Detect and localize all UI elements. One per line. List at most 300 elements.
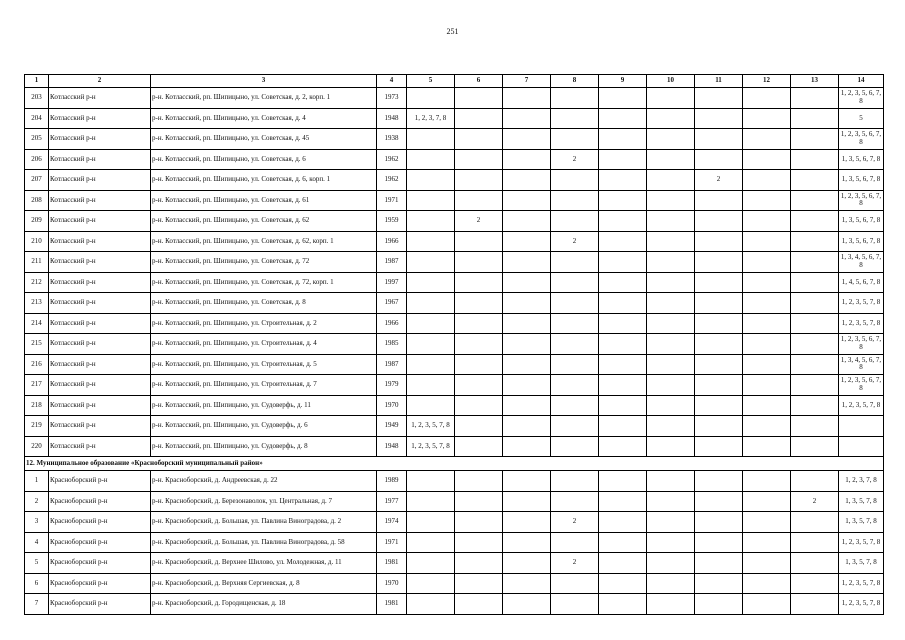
- col11-cell: [695, 416, 743, 437]
- district-cell: Котласский р-н: [49, 313, 151, 334]
- row-number: 208: [25, 190, 49, 211]
- table-header-row: [25, 75, 884, 88]
- address-cell: р-н. Красноборский, д. Березонаволок, ул. Центральная, д. 7: [151, 491, 377, 512]
- col10-cell: [647, 272, 695, 293]
- row-number: 207: [25, 170, 49, 191]
- col10-cell: [647, 211, 695, 232]
- col9-cell: [599, 190, 647, 211]
- col5-cell: [407, 88, 455, 109]
- col14-cell: [839, 416, 884, 437]
- col9-cell: [599, 170, 647, 191]
- year-cell: 1973: [377, 88, 407, 109]
- district-cell: Котласский р-н: [49, 436, 151, 457]
- col8-cell: [551, 334, 599, 355]
- col12-cell: [743, 553, 791, 574]
- column-header: 14: [839, 75, 884, 88]
- col8-cell: 2: [551, 231, 599, 252]
- row-number: 211: [25, 252, 49, 273]
- col14-cell: 5: [839, 108, 884, 129]
- col6-cell: [455, 471, 503, 492]
- col10-cell: [647, 573, 695, 594]
- col7-cell: [503, 334, 551, 355]
- column-header: 2: [49, 75, 151, 88]
- row-number: 209: [25, 211, 49, 232]
- col10-cell: [647, 594, 695, 615]
- column-header: 3: [151, 75, 377, 88]
- col6-cell: [455, 129, 503, 150]
- col13-cell: [791, 313, 839, 334]
- col8-cell: 2: [551, 512, 599, 533]
- table-row: [25, 471, 884, 492]
- col5-cell: [407, 594, 455, 615]
- row-number: 214: [25, 313, 49, 334]
- address-cell: р-н. Котласский, рп. Шипицыно, ул. Советская, д. 62: [151, 211, 377, 232]
- table-row: [25, 293, 884, 314]
- address-cell: р-н. Котласский, рп. Шипицыно, ул. Советская, д. 62, корп. 1: [151, 231, 377, 252]
- col11-cell: [695, 395, 743, 416]
- col8-cell: [551, 416, 599, 437]
- col5-cell: [407, 334, 455, 355]
- col11-cell: [695, 573, 743, 594]
- col8-cell: [551, 573, 599, 594]
- col7-cell: [503, 532, 551, 553]
- col12-cell: [743, 395, 791, 416]
- district-cell: Котласский р-н: [49, 334, 151, 355]
- year-cell: 1962: [377, 170, 407, 191]
- col7-cell: [503, 190, 551, 211]
- col13-cell: [791, 553, 839, 574]
- col10-cell: [647, 532, 695, 553]
- col13-cell: [791, 293, 839, 314]
- col14-cell: 1, 3, 4, 5, 6, 7, 8: [839, 354, 884, 375]
- col6-cell: [455, 231, 503, 252]
- col14-cell: 1, 3, 5, 7, 8: [839, 491, 884, 512]
- col9-cell: [599, 231, 647, 252]
- col10-cell: [647, 354, 695, 375]
- col7-cell: [503, 416, 551, 437]
- col12-cell: [743, 573, 791, 594]
- col5-cell: [407, 395, 455, 416]
- col11-cell: 2: [695, 170, 743, 191]
- col5-cell: [407, 211, 455, 232]
- col9-cell: [599, 395, 647, 416]
- address-cell: р-н. Красноборский, д. Большая, ул. Павлина Виноградова, д. 58: [151, 532, 377, 553]
- district-cell: Красноборский р-н: [49, 553, 151, 574]
- col5-cell: [407, 532, 455, 553]
- col7-cell: [503, 375, 551, 396]
- col13-cell: [791, 354, 839, 375]
- table-row: [25, 491, 884, 512]
- year-cell: 1987: [377, 354, 407, 375]
- col11-cell: [695, 436, 743, 457]
- row-number: 218: [25, 395, 49, 416]
- col8-cell: [551, 108, 599, 129]
- col11-cell: [695, 108, 743, 129]
- col11-cell: [695, 553, 743, 574]
- address-cell: р-н. Котласский, рп. Шипицыно, ул. Советская, д. 72: [151, 252, 377, 273]
- col6-cell: [455, 532, 503, 553]
- district-cell: Красноборский р-н: [49, 594, 151, 615]
- col13-cell: [791, 334, 839, 355]
- col13-cell: [791, 272, 839, 293]
- col5-cell: [407, 129, 455, 150]
- col6-cell: [455, 512, 503, 533]
- col8-cell: [551, 313, 599, 334]
- col6-cell: [455, 88, 503, 109]
- district-cell: Котласский р-н: [49, 231, 151, 252]
- col14-cell: [839, 436, 884, 457]
- col9-cell: [599, 272, 647, 293]
- col13-cell: [791, 129, 839, 150]
- district-cell: Котласский р-н: [49, 88, 151, 109]
- col9-cell: [599, 149, 647, 170]
- table-row: [25, 334, 884, 355]
- district-cell: Котласский р-н: [49, 375, 151, 396]
- col8-cell: [551, 170, 599, 191]
- column-header: 10: [647, 75, 695, 88]
- district-cell: Котласский р-н: [49, 354, 151, 375]
- year-cell: 1979: [377, 375, 407, 396]
- col9-cell: [599, 354, 647, 375]
- year-cell: 1997: [377, 272, 407, 293]
- district-cell: Красноборский р-н: [49, 471, 151, 492]
- col12-cell: [743, 512, 791, 533]
- col12-cell: [743, 149, 791, 170]
- col10-cell: [647, 416, 695, 437]
- year-cell: 1981: [377, 553, 407, 574]
- year-cell: 1938: [377, 129, 407, 150]
- col6-cell: [455, 354, 503, 375]
- col10-cell: [647, 512, 695, 533]
- row-number: 213: [25, 293, 49, 314]
- section-title: 12. Муниципальное образование «Красноборский муниципальный район»: [25, 457, 884, 471]
- col9-cell: [599, 532, 647, 553]
- col9-cell: [599, 108, 647, 129]
- col9-cell: [599, 334, 647, 355]
- col13-cell: 2: [791, 491, 839, 512]
- col6-cell: [455, 170, 503, 191]
- table-row: [25, 416, 884, 437]
- address-cell: р-н. Котласский, рп. Шипицыно, ул. Советская, д. 45: [151, 129, 377, 150]
- col7-cell: [503, 129, 551, 150]
- col10-cell: [647, 293, 695, 314]
- col8-cell: [551, 252, 599, 273]
- address-cell: р-н. Красноборский, д. Городищенская, д. 18: [151, 594, 377, 615]
- table-row: [25, 594, 884, 615]
- col7-cell: [503, 170, 551, 191]
- col13-cell: [791, 471, 839, 492]
- section-row: [25, 457, 884, 471]
- col11-cell: [695, 190, 743, 211]
- year-cell: 1959: [377, 211, 407, 232]
- col11-cell: [695, 532, 743, 553]
- col6-cell: [455, 573, 503, 594]
- col9-cell: [599, 573, 647, 594]
- col8-cell: [551, 293, 599, 314]
- col7-cell: [503, 436, 551, 457]
- table-row: [25, 354, 884, 375]
- col9-cell: [599, 313, 647, 334]
- col7-cell: [503, 553, 551, 574]
- col5-cell: 1, 2, 3, 5, 7, 8: [407, 436, 455, 457]
- table-row: [25, 272, 884, 293]
- col12-cell: [743, 252, 791, 273]
- col8-cell: [551, 471, 599, 492]
- district-cell: Котласский р-н: [49, 190, 151, 211]
- col11-cell: [695, 512, 743, 533]
- row-number: 4: [25, 532, 49, 553]
- col8-cell: 2: [551, 553, 599, 574]
- year-cell: 1970: [377, 395, 407, 416]
- address-cell: р-н. Красноборский, д. Андреевская, д. 22: [151, 471, 377, 492]
- col12-cell: [743, 532, 791, 553]
- col7-cell: [503, 293, 551, 314]
- col14-cell: 1, 2, 3, 5, 7, 8: [839, 293, 884, 314]
- col7-cell: [503, 149, 551, 170]
- col7-cell: [503, 211, 551, 232]
- col5-cell: [407, 293, 455, 314]
- col9-cell: [599, 252, 647, 273]
- col10-cell: [647, 334, 695, 355]
- col12-cell: [743, 211, 791, 232]
- col13-cell: [791, 170, 839, 191]
- col14-cell: 1, 2, 3, 5, 7, 8: [839, 313, 884, 334]
- address-cell: р-н. Котласский, рп. Шипицыно, ул. Строительная, д. 7: [151, 375, 377, 396]
- col11-cell: [695, 211, 743, 232]
- district-cell: Красноборский р-н: [49, 573, 151, 594]
- row-number: 212: [25, 272, 49, 293]
- col5-cell: [407, 512, 455, 533]
- district-cell: Котласский р-н: [49, 108, 151, 129]
- col14-cell: 1, 2, 3, 5, 6, 7, 8: [839, 190, 884, 211]
- col12-cell: [743, 471, 791, 492]
- col11-cell: [695, 471, 743, 492]
- column-header: 13: [791, 75, 839, 88]
- col9-cell: [599, 436, 647, 457]
- col14-cell: 1, 3, 5, 6, 7, 8: [839, 231, 884, 252]
- col6-cell: [455, 416, 503, 437]
- col10-cell: [647, 375, 695, 396]
- col7-cell: [503, 313, 551, 334]
- col14-cell: 1, 3, 5, 6, 7, 8: [839, 211, 884, 232]
- col13-cell: [791, 252, 839, 273]
- year-cell: 1948: [377, 108, 407, 129]
- col5-cell: [407, 252, 455, 273]
- col6-cell: [455, 334, 503, 355]
- col12-cell: [743, 108, 791, 129]
- table-row: [25, 532, 884, 553]
- row-number: 203: [25, 88, 49, 109]
- col8-cell: [551, 375, 599, 396]
- col10-cell: [647, 491, 695, 512]
- year-cell: 1971: [377, 532, 407, 553]
- col8-cell: [551, 395, 599, 416]
- col14-cell: 1, 2, 3, 5, 6, 7, 8: [839, 375, 884, 396]
- col8-cell: [551, 491, 599, 512]
- col11-cell: [695, 252, 743, 273]
- address-cell: р-н. Котласский, рп. Шипицыно, ул. Советская, д. 4: [151, 108, 377, 129]
- col6-cell: 2: [455, 211, 503, 232]
- col13-cell: [791, 149, 839, 170]
- col10-cell: [647, 313, 695, 334]
- table-row: [25, 313, 884, 334]
- col5-cell: [407, 375, 455, 396]
- table-row: [25, 88, 884, 109]
- col10-cell: [647, 252, 695, 273]
- col5-cell: [407, 170, 455, 191]
- col6-cell: [455, 395, 503, 416]
- column-header: 12: [743, 75, 791, 88]
- table-row: [25, 553, 884, 574]
- row-number: 2: [25, 491, 49, 512]
- col6-cell: [455, 313, 503, 334]
- col11-cell: [695, 334, 743, 355]
- year-cell: 1948: [377, 436, 407, 457]
- address-cell: р-н. Котласский, рп. Шипицыно, ул. Советская, д. 6, корп. 1: [151, 170, 377, 191]
- col7-cell: [503, 231, 551, 252]
- district-cell: Котласский р-н: [49, 129, 151, 150]
- column-header: 6: [455, 75, 503, 88]
- col14-cell: 1, 2, 3, 5, 7, 8: [839, 395, 884, 416]
- col12-cell: [743, 594, 791, 615]
- col10-cell: [647, 129, 695, 150]
- col10-cell: [647, 471, 695, 492]
- col12-cell: [743, 231, 791, 252]
- column-header: 5: [407, 75, 455, 88]
- col9-cell: [599, 211, 647, 232]
- col13-cell: [791, 375, 839, 396]
- col6-cell: [455, 149, 503, 170]
- col12-cell: [743, 436, 791, 457]
- col11-cell: [695, 354, 743, 375]
- col6-cell: [455, 190, 503, 211]
- col6-cell: [455, 272, 503, 293]
- col13-cell: [791, 573, 839, 594]
- col14-cell: 1, 3, 4, 5, 6, 7, 8: [839, 252, 884, 273]
- col10-cell: [647, 553, 695, 574]
- col5-cell: [407, 573, 455, 594]
- col7-cell: [503, 272, 551, 293]
- col8-cell: [551, 211, 599, 232]
- year-cell: 1985: [377, 334, 407, 355]
- col10-cell: [647, 88, 695, 109]
- row-number: 220: [25, 436, 49, 457]
- col14-cell: 1, 3, 5, 7, 8: [839, 553, 884, 574]
- col12-cell: [743, 190, 791, 211]
- address-cell: р-н. Красноборский, д. Верхняя Сергиевская, д. 8: [151, 573, 377, 594]
- address-cell: р-н. Котласский, рп. Шипицыно, ул. Советская, д. 2, корп. 1: [151, 88, 377, 109]
- col7-cell: [503, 573, 551, 594]
- col12-cell: [743, 170, 791, 191]
- col10-cell: [647, 395, 695, 416]
- year-cell: 1966: [377, 313, 407, 334]
- column-header: 11: [695, 75, 743, 88]
- col6-cell: [455, 108, 503, 129]
- row-number: 206: [25, 149, 49, 170]
- col10-cell: [647, 231, 695, 252]
- year-cell: 1971: [377, 190, 407, 211]
- col5-cell: [407, 553, 455, 574]
- address-cell: р-н. Котласский, рп. Шипицыно, ул. Строительная, д. 4: [151, 334, 377, 355]
- col7-cell: [503, 252, 551, 273]
- col12-cell: [743, 491, 791, 512]
- year-cell: 1981: [377, 594, 407, 615]
- col9-cell: [599, 88, 647, 109]
- address-cell: р-н. Котласский, рп. Шипицыно, ул. Судоверфь, д. 11: [151, 395, 377, 416]
- col12-cell: [743, 293, 791, 314]
- row-number: 205: [25, 129, 49, 150]
- col13-cell: [791, 532, 839, 553]
- row-number: 216: [25, 354, 49, 375]
- table-row: [25, 512, 884, 533]
- col13-cell: [791, 594, 839, 615]
- col7-cell: [503, 512, 551, 533]
- row-number: 1: [25, 471, 49, 492]
- address-cell: р-н. Котласский, рп. Шипицыно, ул. Советская, д. 6: [151, 149, 377, 170]
- col11-cell: [695, 129, 743, 150]
- district-cell: Красноборский р-н: [49, 512, 151, 533]
- year-cell: 1989: [377, 471, 407, 492]
- col11-cell: [695, 149, 743, 170]
- col14-cell: 1, 2, 3, 5, 7, 8: [839, 532, 884, 553]
- col5-cell: [407, 354, 455, 375]
- col11-cell: [695, 375, 743, 396]
- column-header: 9: [599, 75, 647, 88]
- col14-cell: 1, 3, 5, 6, 7, 8: [839, 170, 884, 191]
- col10-cell: [647, 436, 695, 457]
- col8-cell: [551, 532, 599, 553]
- col6-cell: [455, 594, 503, 615]
- col9-cell: [599, 491, 647, 512]
- col12-cell: [743, 272, 791, 293]
- col13-cell: [791, 231, 839, 252]
- col7-cell: [503, 354, 551, 375]
- table-row: [25, 190, 884, 211]
- address-cell: р-н. Красноборский, д. Большая, ул. Павлина Виноградова, д. 2: [151, 512, 377, 533]
- district-cell: Котласский р-н: [49, 149, 151, 170]
- col8-cell: [551, 354, 599, 375]
- col9-cell: [599, 553, 647, 574]
- col8-cell: 2: [551, 149, 599, 170]
- col5-cell: [407, 190, 455, 211]
- col14-cell: 1, 3, 5, 6, 7, 8: [839, 149, 884, 170]
- district-cell: Котласский р-н: [49, 252, 151, 273]
- col8-cell: [551, 272, 599, 293]
- col10-cell: [647, 190, 695, 211]
- address-cell: р-н. Котласский, рп. Шипицыно, ул. Судоверфь, д. 6: [151, 416, 377, 437]
- row-number: 219: [25, 416, 49, 437]
- column-header: 4: [377, 75, 407, 88]
- col7-cell: [503, 471, 551, 492]
- col13-cell: [791, 88, 839, 109]
- col10-cell: [647, 149, 695, 170]
- district-cell: Котласский р-н: [49, 272, 151, 293]
- col12-cell: [743, 88, 791, 109]
- col11-cell: [695, 88, 743, 109]
- table-row: [25, 231, 884, 252]
- col8-cell: [551, 594, 599, 615]
- col5-cell: [407, 491, 455, 512]
- table-row: [25, 375, 884, 396]
- col12-cell: [743, 313, 791, 334]
- col11-cell: [695, 293, 743, 314]
- year-cell: 1974: [377, 512, 407, 533]
- col12-cell: [743, 334, 791, 355]
- col6-cell: [455, 252, 503, 273]
- col11-cell: [695, 491, 743, 512]
- col14-cell: 1, 2, 3, 5, 6, 7, 8: [839, 129, 884, 150]
- col13-cell: [791, 512, 839, 533]
